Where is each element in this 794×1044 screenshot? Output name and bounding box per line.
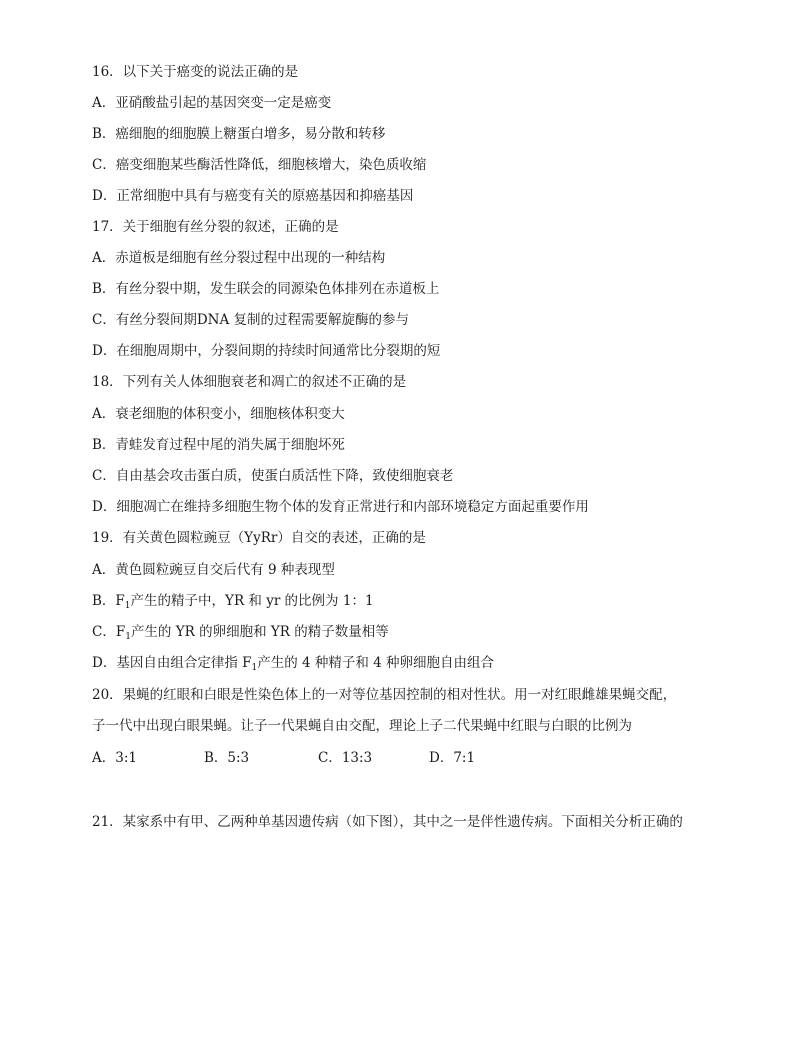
q17-option-d: D．在细胞周期中，分裂间期的持续时间通常比分裂期的短 [92,343,441,359]
q16-option-c: C．癌变细胞某些酶活性降低，细胞核增大，染色质收缩 [92,157,427,173]
q18-option-a: A．衰老细胞的体积变小，细胞核体积变大 [92,406,345,422]
q18-option-c: C．自由基会攻击蛋白质，使蛋白质活性下降，致使细胞衰老 [92,468,454,484]
q20-stem-line-1: 20．果蝇的红眼和白眼是性染色体上的一对等位基因控制的相对性状。用一对红眼雌雄果蝇交配， [92,687,677,703]
q16-option-a: A．亚硝酸盐引起的基因突变一定是癌变 [92,95,332,111]
q19-option-d [92,654,494,672]
q19-option-b [92,592,374,610]
q17-stem: 17．关于细胞有丝分裂的叙述，正确的是 [92,219,339,235]
q19-c-text: 产生的 YR 的卵细胞和 YR 的精子数量相等 [130,624,389,640]
q16-option-d: D．正常细胞中具有与癌变有关的原癌基因和抑癌基因 [92,188,414,204]
q19-b-prefix: B．F [92,593,125,609]
q20-option-d: D．7:1 [429,750,476,766]
q18-option-b: B．青蛙发育过程中尾的消失属于细胞坏死 [92,437,345,453]
q19-option-a: A．黄色圆粒豌豆自交后代有 9 种表现型 [92,562,335,578]
q20-stem-line-2: 子一代中出现白眼果蝇。让子一代果蝇自由交配，理论上子二代果蝇中红眼与白眼的比例为 [92,718,632,734]
q19-b-text: 产生的精子中，YR 和 yr 的比例为 1：1 [130,593,374,609]
q18-stem: 18．下列有关人体细胞衰老和凋亡的叙述不正确的是 [92,374,407,390]
q19-c-prefix: C．F [92,624,126,640]
q19-c-subscript: 1 [125,632,131,642]
q20-option-a: A．3:1 [92,750,137,766]
q19-d-subscript: 1 [251,663,258,673]
q20-option-b: B．5:3 [204,750,250,766]
q17-option-a: A．赤道板是细胞有丝分裂过程中出现的一种结构 [92,250,386,266]
q19-d-text: 产生的 4 种精子和 4 种卵细胞自由组合 [257,655,495,671]
q19-stem: 19．有关黄色圆粒豌豆（YyRr）自交的表述，正确的是 [92,530,426,546]
q18-option-d: D．细胞凋亡在维持多细胞生物个体的发育正常进行和内部环境稳定方面起重要作用 [92,499,589,515]
q19-b-subscript: 1 [124,601,131,611]
q16-option-b: B．癌细胞的细胞膜上糖蛋白增多，易分散和转移 [92,126,386,142]
q21-stem: 21．某家系中有甲、乙两种单基因遗传病（如下图），其中之一是伴性遗传病。下面相关分析正确的 [92,814,683,830]
q16-stem: 16．以下关于癌变的说法正确的是 [92,64,299,80]
q17-option-c: C．有丝分裂间期DNA 复制的过程需要解旋酶的参与 [92,312,410,328]
q19-d-prefix: D．基因自由组合定律指 F [92,655,252,671]
q19-option-c [92,623,389,641]
q20-option-c: C．13:3 [318,750,373,766]
q17-option-b: B．有丝分裂中期，发生联会的同源染色体排列在赤道板上 [92,281,440,297]
